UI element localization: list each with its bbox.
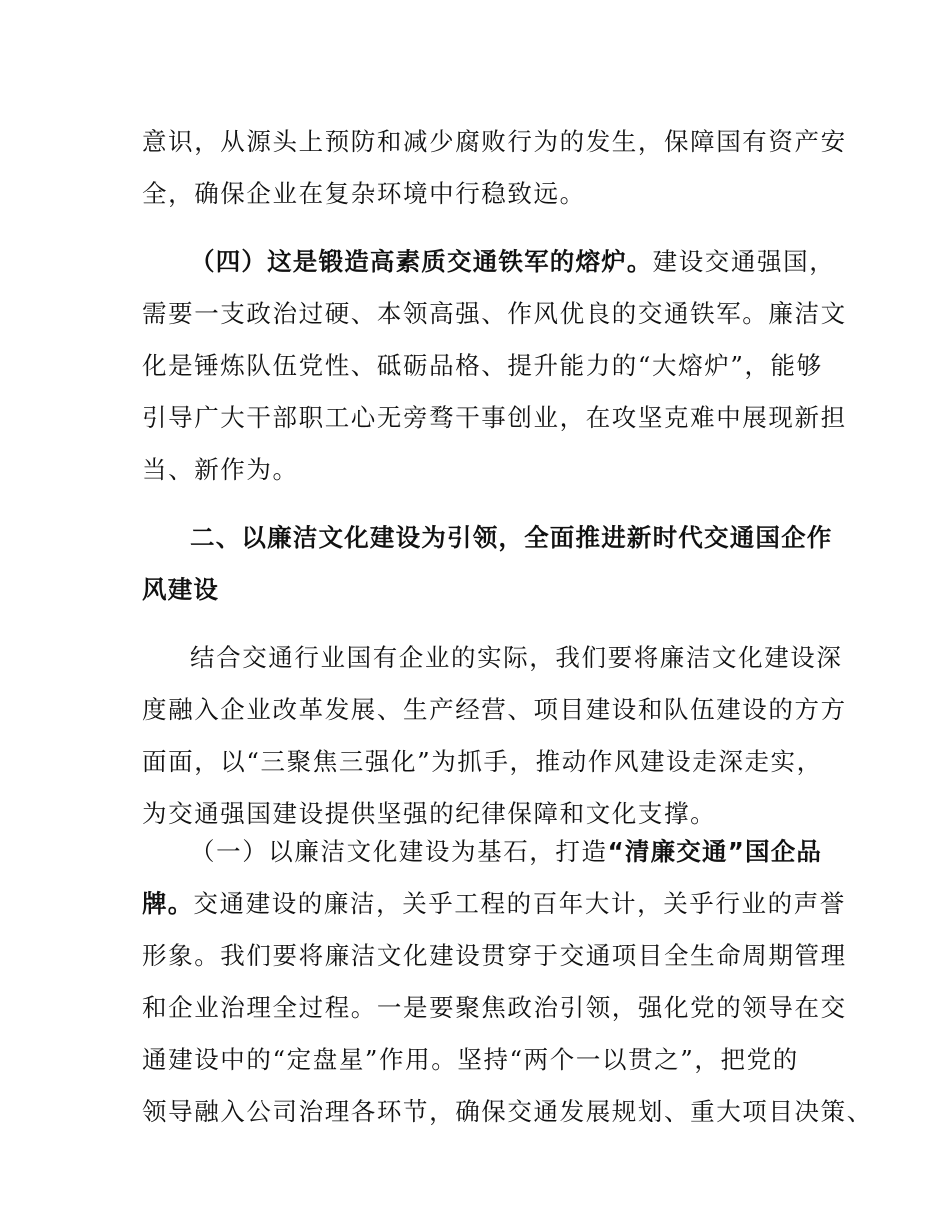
para2-line5: 当、新作为。 [142,455,299,484]
para4-line4: 和企业治理全过程。一是要聚焦政治引领，强化党的领导在交 [142,993,847,1022]
subsection-heading-4: （四）这是锻造高素质交通铁军的熔炉。 [190,247,653,276]
para4-line2 [142,888,846,920]
para1-line2: 全，确保企业在复杂环境中行稳致远。 [142,179,586,208]
para3-line3: 面面，以“三聚焦三强化”为抓手，推动作风建设走深走实， [142,747,823,776]
para2-line2: 需要一支政治过硬、本领高强、作风优良的交通铁军。廉洁文 [142,299,847,328]
para2-line3: 化是锤炼队伍党性、砥砺品格、提升能力的“大熔炉”，能够 [142,351,823,380]
para3-line1: 结合交通行业国有企业的实际，我们要将廉洁文化建设深 [190,643,843,672]
subsection-heading-1-a: （一）以廉洁文化建设为基石，打造 [190,837,608,866]
subsection-heading-1-end: 牌。 [142,889,194,918]
para4-line2-rest: 交通建设的廉洁，关乎工程的百年大计，关乎行业的声誉 [193,889,846,918]
section-heading-line2: 风建设 [142,575,220,604]
para2-line4: 引导广大干部职工心无旁骛干事创业，在攻坚克难中展现新担 [142,403,847,432]
para2-line1-rest: 建设交通强国， [652,247,836,276]
para4-line3: 形象。我们要将廉洁文化建设贯穿于交通项目全生命周期管理 [142,941,847,970]
para3-line4: 为交通强国建设提供坚强的纪律保障和文化支撑。 [142,799,717,828]
para4-line6: 领导融入公司治理各环节，确保交通发展规划、重大项目决策、 [142,1097,873,1126]
para4-line1 [190,836,822,868]
para3-line2: 度融入企业改革发展、生产经营、项目建设和队伍建设的方方 [142,695,847,724]
subsection-heading-1-b: “清廉交通”国企品 [607,837,823,866]
para1-line1: 意识，从源头上预防和减少腐败行为的发生，保障国有资产安 [142,127,847,156]
section-heading-line1: 二、以廉洁文化建设为引领，全面推进新时代交通国企作 [190,523,833,552]
para2-line1 [190,246,835,278]
para4-line5: 通建设中的“定盘星”作用。坚持“两个一以贯之”，把党的 [142,1045,799,1074]
